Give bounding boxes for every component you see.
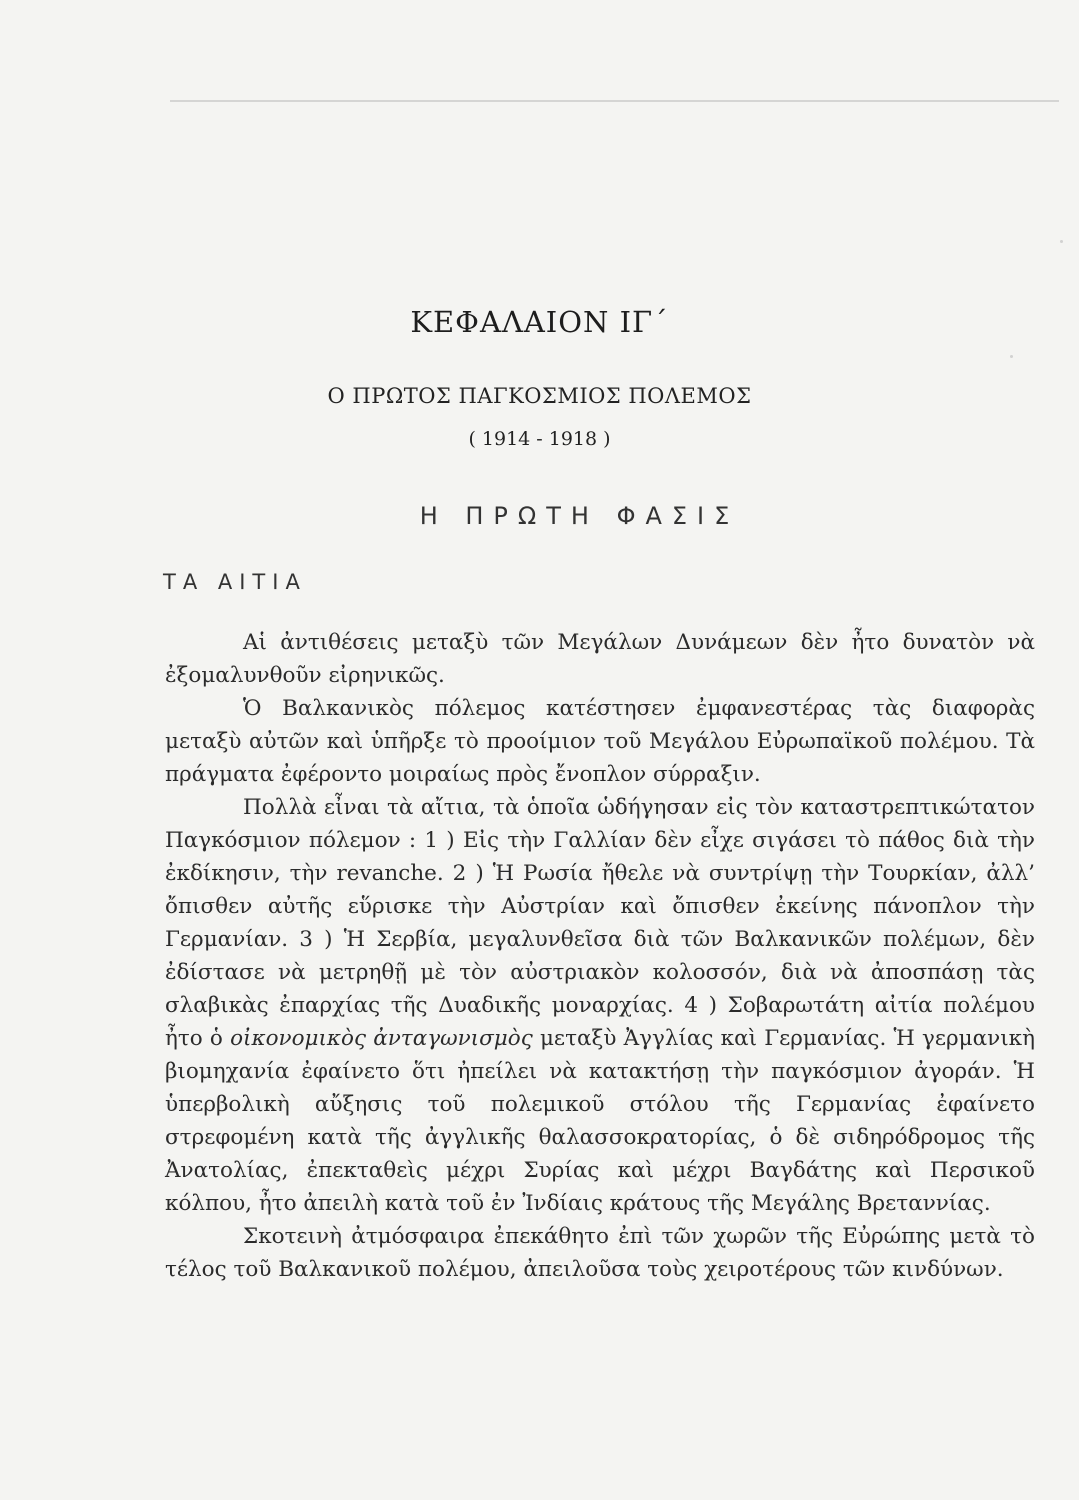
section-heading: ΤΑ ΑΙΤΙΑ — [163, 570, 307, 594]
paragraph-3-part-a: Πολλὰ εἶναι τὰ αἴτια, τὰ ὁποῖα ὡδήγησαν εἰς τὸν καταστρεπτικώτατον Παγκόσμιον πόλεμον : 1 ) Εἰς τὴν Γαλλίαν δὲν εἶχε σιγάσει τὸ πάθος διὰ τὴν ἐκδίκησιν, τὴν revanche. 2 ) Ἡ Ρωσία ἤθελε νὰ συντρίψῃ τὴν Τουρκίαν, ἀλλ’ ὄπισθεν αὐτῆς εὕρισκε τὴν Αὐστρίαν καὶ ὄπισθεν ἐκείνης πάνοπλον τὴν Γερμανίαν. 3 ) Ἡ Σερβία, μεγαλυνθεῖσα διὰ τῶν Βαλκανικῶν πολέμων, δὲν ἐδίστασε νὰ μετρηθῇ μὲ τὸν αὐστριακὸν κολοσσόν, διὰ νὰ ἀποσπάσῃ τὰς σλαβικὰς ἐπαρχίας τῆς Δυαδικῆς μοναρχίας. 4 ) Σοβαρωτάτη αἰτία πολέμου ἦτο ὁ — [165, 795, 1035, 1051]
paragraph-3-emphasis: οἰκονομικὸς ἀνταγωνισμὸς — [230, 1026, 533, 1051]
paragraph-3-part-b: μεταξὺ Ἀγγλίας καὶ Γερμανίας. Ἡ γερμανικὴ βιομηχανία ἐφαίνετο ὅτι ἠπείλει νὰ κατακτήσῃ τὴν παγκόσμιον ἀγοράν. Ἡ ὑπερβολικὴ αὔξησις τοῦ πολεμικοῦ στόλου τῆς Γερμανίας ἐφαίνετο στρεφομένη κατὰ τῆς ἀγγλικῆς θαλασσοκρατορίας, ὁ δὲ σιδηρόδρομος τῆς Ἀνατολίας, ἐπεκταθεὶς μέχρι Συρίας καὶ μέχρι Βαγδάτης καὶ Περσικοῦ κόλπου, ἦτο ἀπειλὴ κατὰ τοῦ ἐν Ἰνδίαις κράτους τῆς Μεγάλης Βρεταννίας. — [165, 1026, 1035, 1216]
chapter-heading: ΚΕΦΑΛΑΙΟΝ ΙΓ΄ — [410, 305, 669, 339]
paragraph-4: Σκοτεινὴ ἀτμόσφαιρα ἐπεκάθητο ἐπὶ τῶν χωρῶν τῆς Εὐρώπης μετὰ τὸ τέλος τοῦ Βαλκανικοῦ πολέμου, ἀπειλοῦσα τοὺς χειροτέρους τῶν κινδύνων. — [165, 1224, 1035, 1282]
chapter-title: Ο ΠΡΩΤΟΣ ΠΑΓΚΟΣΜΙΟΣ ΠΟΛΕΜΟΣ — [327, 384, 752, 408]
paper-speck — [1010, 355, 1013, 358]
paragraph-1: Αἱ ἀντιθέσεις μεταξὺ τῶν Μεγάλων Δυνάμεων δὲν ἦτο δυνατὸν νὰ ἐξομαλυνθοῦν εἰρηνικῶς. — [165, 630, 1035, 688]
paragraph-2: Ὁ Βαλκανικὸς πόλεμος κατέστησεν ἐμφανεστέρας τὰς διαφορὰς μεταξὺ αὐτῶν καὶ ὑπῆρξε τὸ προοίμιον τοῦ Μεγάλου Εὐρωπαϊκοῦ πολέμου. Τὰ πράγματα ἐφέροντο μοιραίως πρὸς ἔνοπλον σύρραξιν. — [165, 696, 1035, 787]
body-text — [165, 626, 1035, 1286]
chapter-dates: ( 1914 - 1918 ) — [468, 428, 611, 450]
paragraph-3 — [165, 791, 1035, 1220]
phase-heading: Η ΠΡΩΤΗ ΦΑΣΙΣ — [419, 502, 740, 530]
show-through-rule — [170, 100, 1059, 102]
paper-speck — [1060, 240, 1063, 243]
